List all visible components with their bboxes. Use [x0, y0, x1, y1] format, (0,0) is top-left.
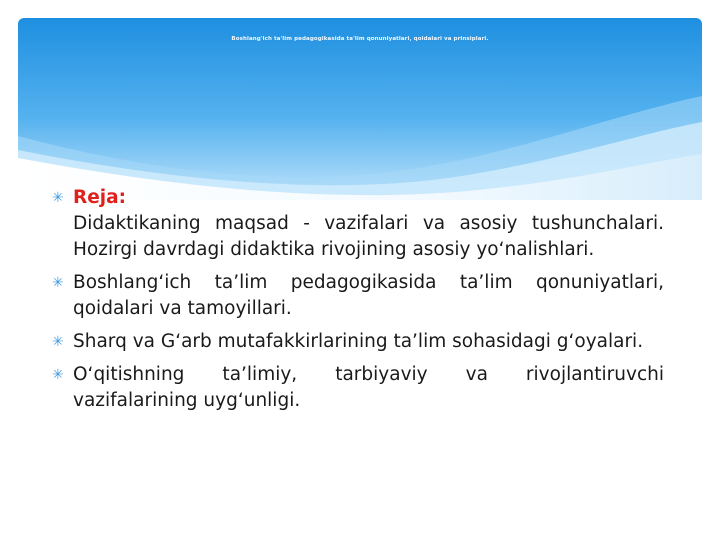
- asterisk-bullet-icon: ✳: [52, 190, 64, 206]
- asterisk-bullet-icon: ✳: [52, 275, 64, 291]
- list-item-text: O‘qitishning ta’limiy, tarbiyaviy va rivojlantiruvchi vazifalarining uyg‘unligi.: [73, 364, 664, 411]
- list-item-text: Boshlang‘ich ta’lim pedagogikasida ta’lim qonuniyatlari, qoidalari va tamoyillari.: [73, 272, 664, 319]
- header-wave-graphic: [18, 18, 702, 200]
- list-item: [52, 185, 664, 263]
- list-item-text: Didaktikaning maqsad - vazifalari va asosiy tushunchalari. Hozirgi davrdagi didaktika rivojining asosiy yo‘nalishlari.: [73, 213, 664, 260]
- asterisk-bullet-icon: ✳: [52, 367, 64, 383]
- list-item-text: Sharq va G‘arb mutafakkirlarining ta’lim sohasidagi g‘oyalari.: [73, 331, 644, 352]
- content-area: [52, 185, 664, 421]
- header-band: [18, 18, 702, 200]
- bullet-list: [52, 185, 664, 414]
- list-item: [52, 270, 664, 322]
- asterisk-bullet-icon: ✳: [52, 334, 64, 350]
- reja-heading: Reja:: [73, 187, 127, 208]
- list-item: [52, 329, 664, 355]
- list-item: [52, 362, 664, 414]
- slide-title: Boshlang'ich ta'lim pedagogikasida ta'lim qonuniyatlari, qoidalari va prinsiplari.: [231, 36, 489, 42]
